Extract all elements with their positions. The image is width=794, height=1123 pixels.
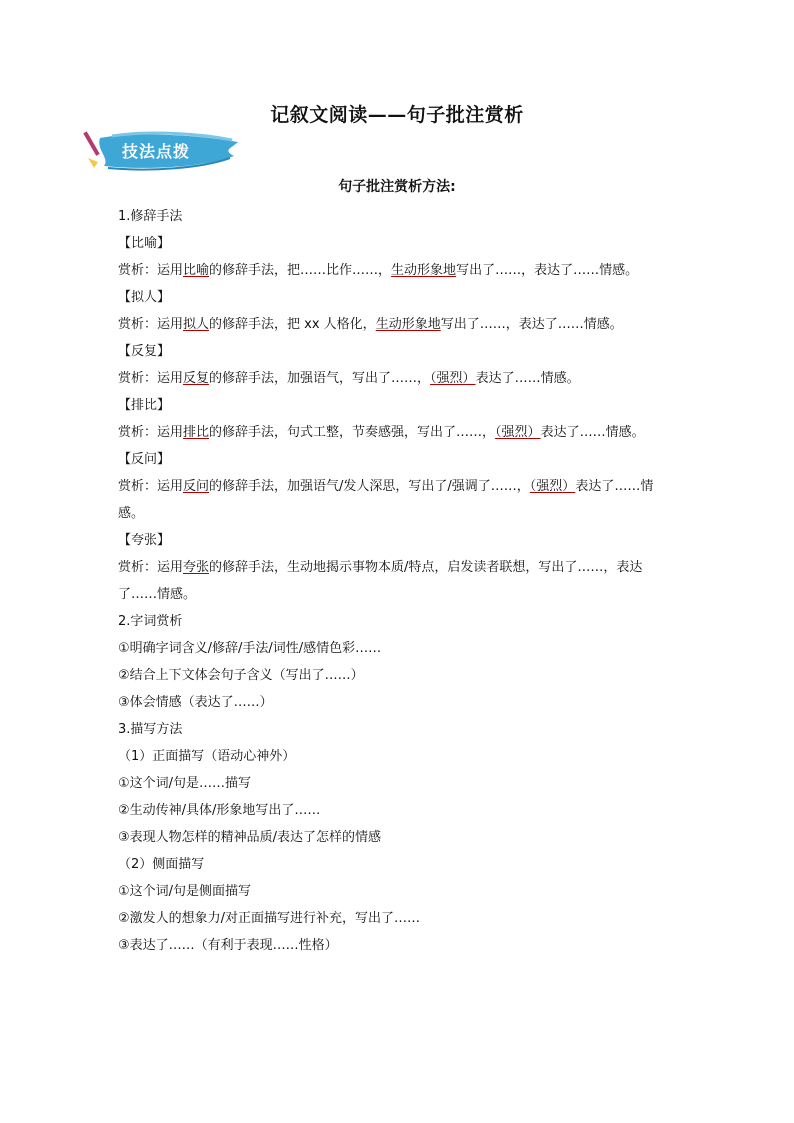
repetition-label: 【反复】 [118,344,171,359]
metaphor-analysis: 赏析：运用比喻的修辞手法，把……比作……，生动形象地写出了……，表达了……情感。 [118,263,639,278]
s2-item-1: ①明确字词含义/修辞/手法/词性/感情色彩…… [118,641,382,656]
personification-analysis: 赏析：运用拟人的修辞手法，把 xx 人格化，生动形象地写出了……，表达了……情感。 [118,317,623,332]
metaphor-label: 【比喻】 [118,236,171,251]
parallelism-analysis: 赏析：运用排比的修辞手法，句式工整，节奏感强，写出了……，（强烈）表达了……情感。 [118,425,645,440]
parallelism-label: 【排比】 [118,398,171,413]
document-body [118,203,678,959]
banner-label: 技法点拨 [122,142,191,161]
s3-heading: 3.描写方法 [118,722,183,737]
section-heading: 句子批注赏析方法: [338,179,456,195]
hyperbole-label: 【夸张】 [118,533,171,548]
direct-item-3: ③表现人物怎样的精神品质/表达了怎样的情感 [118,830,382,845]
document-title: 记叙文阅读——句子批注赏析 [270,104,524,126]
s2-heading: 2.字词赏析 [118,614,183,629]
rhetorical-question-analysis: 赏析：运用反问的修辞手法，加强语气/发人深思，写出了/强调了……，（强烈）表达了……情感。 [118,479,654,521]
indirect-description-heading: （2）侧面描写 [118,857,205,872]
paintbrush-icon [83,131,99,168]
indirect-item-2: ②激发人的想象力/对正面描写进行补充，写出了…… [118,911,421,926]
s2-item-3: ③体会情感（表达了……） [118,695,273,710]
indirect-item-1: ①这个词/句是侧面描写 [118,884,252,899]
rhetorical-question-label: 【反问】 [118,452,171,467]
direct-item-1: ①这个词/句是……描写 [118,776,252,791]
direct-description-heading: （1）正面描写（语动心神外） [118,749,296,764]
direct-item-2: ②生动传神/具体/形象地写出了…… [118,803,321,818]
personification-label: 【拟人】 [118,290,171,305]
hyperbole-analysis: 赏析：运用夸张的修辞手法，生动地揭示事物本质/特点，启发读者联想，写出了……，表达了……情感。 [118,560,643,602]
indirect-item-3: ③表达了……（有利于表现……性格） [118,938,338,953]
s1-heading: 1.修辞手法 [118,209,183,224]
repetition-analysis: 赏析：运用反复的修辞手法，加强语气，写出了……，（强烈）表达了……情感。 [118,371,580,386]
s2-item-2: ②结合上下文体会句子含义（写出了……） [118,668,364,683]
technique-banner [82,128,242,174]
